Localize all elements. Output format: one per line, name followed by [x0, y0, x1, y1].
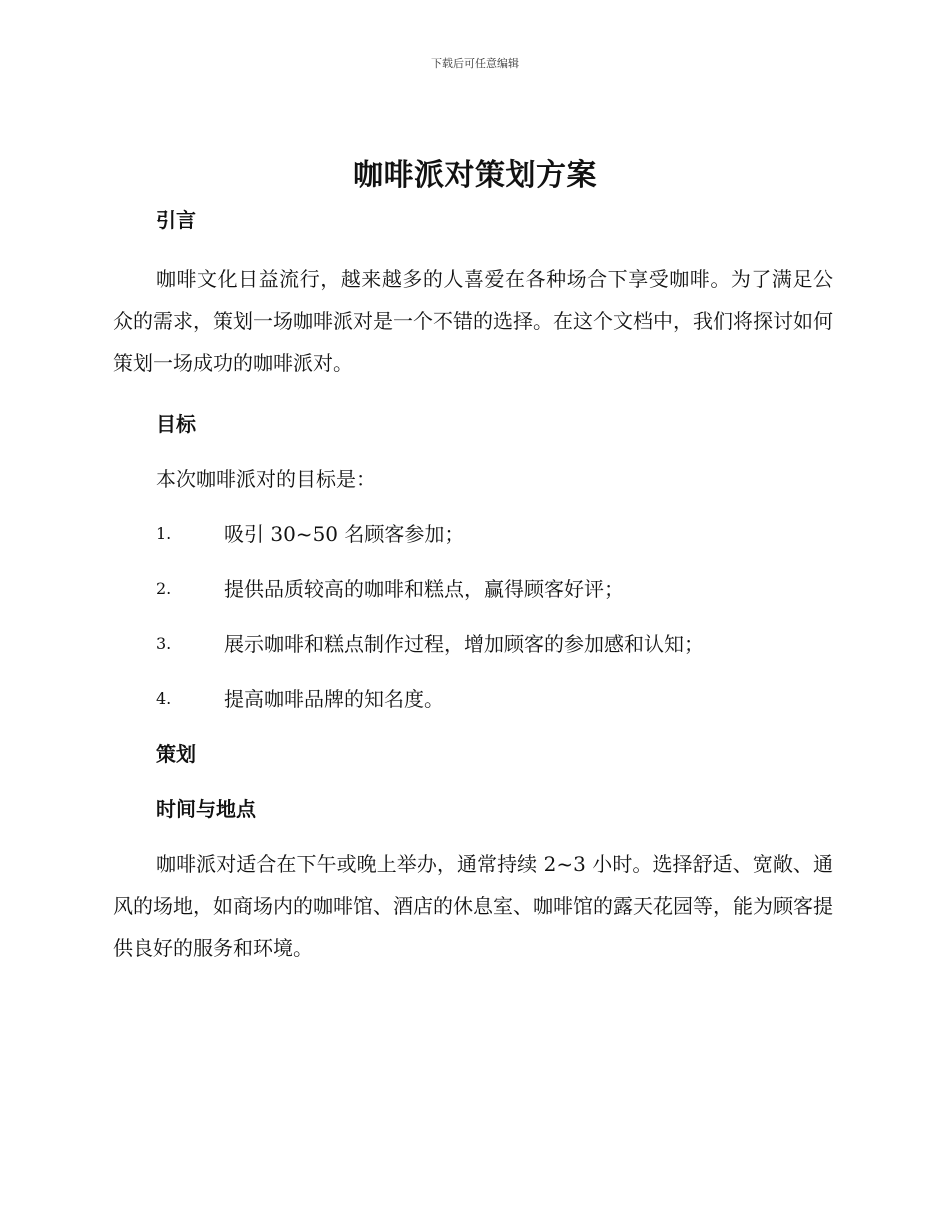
list-item: [113, 683, 833, 715]
list-item-text: 提高咖啡品牌的知名度。: [224, 687, 444, 711]
list-item: [113, 573, 833, 605]
section-heading-intro: 引言: [156, 208, 196, 232]
goals-list: [113, 518, 833, 715]
list-item-number: 2.: [156, 579, 172, 598]
intro-paragraph: 咖啡文化日益流行，越来越多的人喜爱在各种场合下享受咖啡。为了满足公众的需求，策划一场咖啡派对是一个不错的选择。在这个文档中，我们将探讨如何策划一场成功的咖啡派对。: [113, 267, 833, 375]
list-item-number: 1.: [156, 524, 172, 543]
list-item-text: 展示咖啡和糕点制作过程，增加顾客的参加感和认知；: [224, 632, 704, 656]
section-heading-goals: 目标: [156, 412, 196, 436]
header-note: 下载后可任意编辑: [431, 57, 519, 70]
goals-lead: 本次咖啡派对的目标是：: [156, 467, 376, 491]
list-item: [113, 518, 833, 550]
document-body: [113, 204, 833, 969]
list-item-text: 提供品质较高的咖啡和糕点，赢得顾客好评；: [224, 577, 624, 601]
list-item-number: 3.: [156, 634, 172, 653]
list-item-number: 4.: [156, 689, 172, 708]
list-item: [113, 628, 833, 660]
list-item-text: 吸引 30~50 名顾客参加；: [224, 522, 465, 546]
document-title: 咖啡派对策划方案: [353, 158, 597, 193]
section-heading-plan: 策划: [156, 742, 196, 766]
section-heading-time-place: 时间与地点: [156, 797, 256, 821]
time-place-paragraph: 咖啡派对适合在下午或晚上举办，通常持续 2~3 小时。选择舒适、宽敞、通风的场地，如商场内的咖啡馆、酒店的休息室、咖啡馆的露天花园等，能为顾客提供良好的服务和环境。: [113, 852, 833, 960]
